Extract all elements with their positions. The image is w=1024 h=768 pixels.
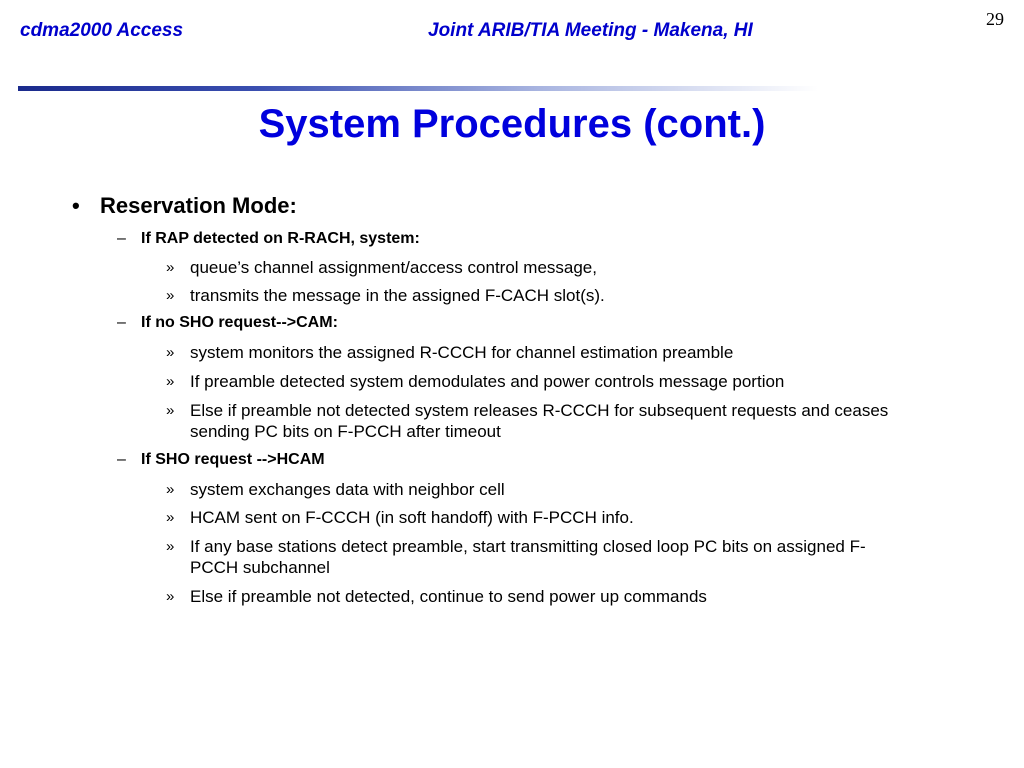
list-item-text: system exchanges data with neighbor cell xyxy=(190,480,505,499)
list-item-text: system monitors the assigned R-CCCH for channel estimation preamble xyxy=(190,343,734,362)
dash-marker: – xyxy=(117,314,126,331)
sub-marker: » xyxy=(166,588,175,605)
bullet-marker: • xyxy=(72,193,80,218)
sub-marker: » xyxy=(166,509,175,526)
page-number: 29 xyxy=(986,9,1004,29)
subsection-label: If SHO request -->HCAM xyxy=(141,451,325,468)
sub-marker: » xyxy=(166,344,175,361)
list-item-text: Else if preamble not detected, continue to send power up commands xyxy=(190,587,707,606)
list-item-text: queue’s channel assignment/access control message, xyxy=(190,258,597,277)
sub-marker: » xyxy=(166,259,175,276)
bullet-label: Reservation Mode: xyxy=(100,193,297,218)
header-center-text: Joint ARIB/TIA Meeting - Makena, HI xyxy=(428,20,753,41)
list-item-text: HCAM sent on F-CCCH (in soft handoff) with F-PCCH info. xyxy=(190,508,634,527)
sub-marker: » xyxy=(166,373,175,390)
dash-marker: – xyxy=(117,451,126,468)
slide-title: System Procedures (cont.) xyxy=(258,102,766,146)
header-left-text: cdma2000 Access xyxy=(20,20,184,41)
sub-marker: » xyxy=(166,402,175,419)
list-item-text: If preamble detected system demodulates and power controls message portion xyxy=(190,372,785,391)
list-item-text: transmits the message in the assigned F-CACH slot(s). xyxy=(190,286,605,305)
sub-marker: » xyxy=(166,287,175,304)
list-item-text: Else if preamble not detected system releases R-CCCH for subsequent requests and ceases sending PC bits on F-PCCH after timeout xyxy=(190,401,889,441)
list-item-text: If any base stations detect preamble, start transmitting closed loop PC bits on assigned F-PCCH subchannel xyxy=(190,537,866,577)
subsection-label: If no SHO request-->CAM: xyxy=(141,314,338,331)
subsection-label: If RAP detected on R-RACH, system: xyxy=(141,230,420,247)
sub-marker: » xyxy=(166,538,175,555)
sub-marker: » xyxy=(166,481,175,498)
dash-marker: – xyxy=(117,230,126,247)
